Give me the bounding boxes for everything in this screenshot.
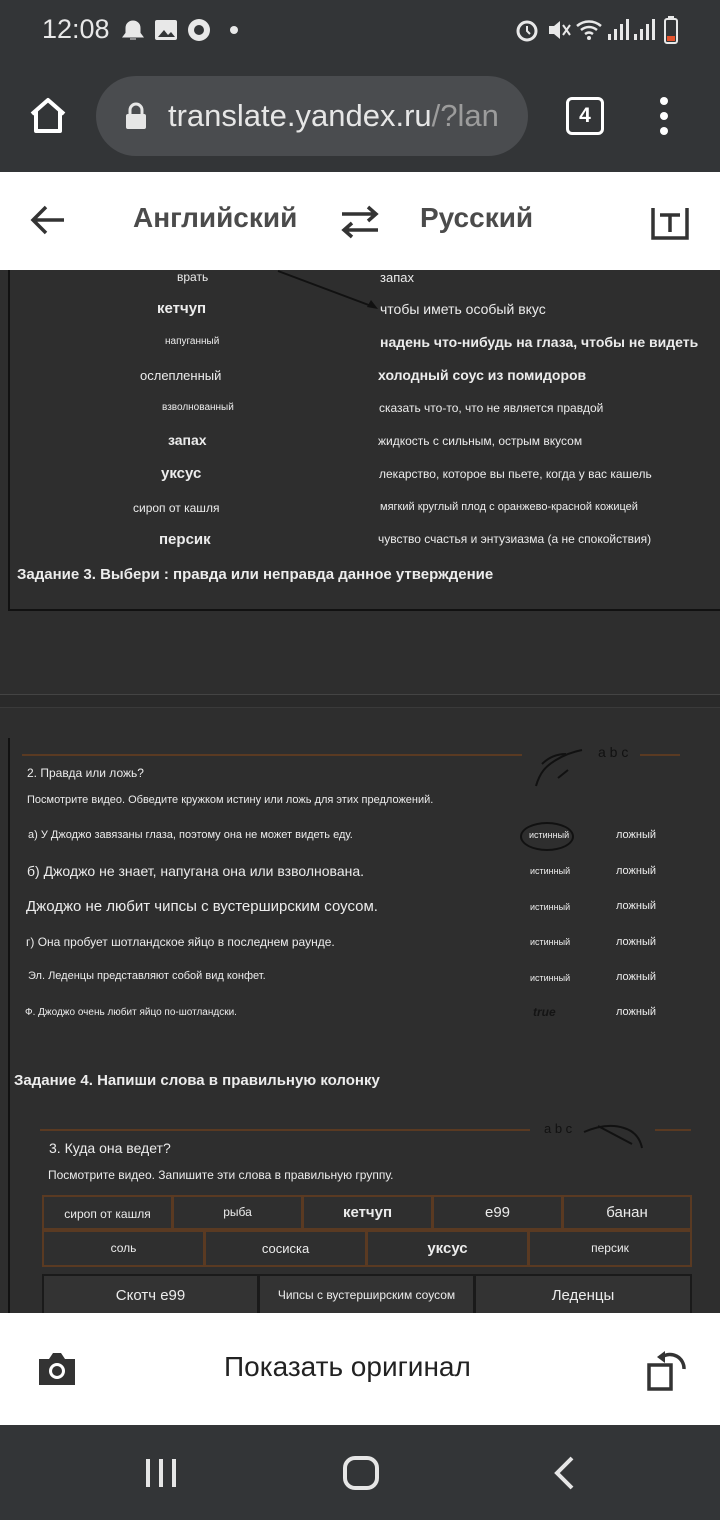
task4-rule [40, 1129, 530, 1131]
word-2: рыба [172, 1195, 303, 1230]
abc-label: a b c [598, 744, 629, 760]
url-text [168, 98, 518, 134]
tf-row-5-false: ложный [616, 971, 657, 983]
match-left-4: ослепленный [140, 368, 222, 383]
bottom-action-bar [0, 1313, 720, 1425]
battery-icon [664, 16, 678, 44]
task4-abc-label: a b c [544, 1121, 573, 1136]
alarm-notification-icon [120, 18, 146, 44]
tf-row-4-true: истинный [530, 937, 571, 947]
address-bar[interactable] [96, 76, 528, 156]
translated-document [0, 270, 720, 1313]
worksheet-frame-1 [8, 270, 720, 611]
rotate-icon[interactable] [646, 1347, 690, 1393]
task4-heading: Задание 4. Напиши слова в правильную колонку [14, 1072, 380, 1089]
section-rule-short [640, 754, 680, 756]
match-left-3: напуганный [165, 336, 220, 347]
match-right-2: чтобы иметь особый вкус [380, 301, 546, 317]
translate-bar [0, 172, 720, 271]
text-mode-icon[interactable] [650, 206, 690, 240]
word-3: кетчуп [302, 1195, 433, 1230]
match-left-6: запах [168, 432, 207, 448]
match-right-1: запах [380, 270, 414, 285]
column-3: Леденцы [474, 1274, 692, 1313]
browser-toolbar [0, 60, 720, 172]
home-icon[interactable] [28, 96, 68, 134]
lock-icon [124, 101, 148, 131]
match-right-4: холодный соус из помидоров [378, 367, 587, 383]
match-left-8: сироп от кашля [133, 501, 220, 515]
match-left-9: персик [159, 531, 211, 548]
chrome-notification-icon [187, 18, 211, 42]
word-4: e99 [432, 1195, 563, 1230]
alarm-icon [514, 17, 540, 43]
match-right-9: чувство счастья и энтузиазма (а не спокойствия) [378, 532, 652, 546]
swap-languages-icon[interactable] [338, 204, 382, 240]
task4-title: 3. Куда она ведет? [49, 1140, 171, 1156]
true-false-title: 2. Правда или ложь? [27, 766, 144, 780]
page-divider [0, 694, 720, 708]
tf-row-1-false: ложный [616, 829, 657, 841]
column-2: Чипсы с вустерширским соусом [258, 1274, 475, 1313]
wifi-icon [575, 18, 603, 42]
image-notification-icon [154, 18, 178, 42]
match-right-3: надень что-нибудь на глаза, чтобы не видеть [380, 334, 699, 350]
tf-row-4-false: ложный [616, 936, 657, 948]
match-right-7: лекарство, которое вы пьете, когда у вас кашель [379, 467, 652, 481]
back-nav-icon[interactable] [552, 1455, 576, 1491]
home-nav-icon[interactable] [342, 1455, 380, 1491]
task3-heading: Задание 3. Выбери : правда или неправда данное утверждение [17, 566, 494, 583]
tf-row-5-text: Эл. Леденцы представляют собой вид конфет. [28, 970, 266, 982]
word-5: банан [562, 1195, 692, 1230]
task4-rule-short [655, 1129, 691, 1131]
match-left-1: врать [177, 270, 209, 284]
tf-row-2-false: ложный [616, 865, 657, 877]
task4-instruction: Посмотрите видео. Запишите эти слова в правильную группу. [48, 1168, 394, 1182]
tf-row-6-false: ложный [616, 1006, 657, 1018]
source-language-button[interactable]: Английский [133, 202, 298, 233]
recent-apps-icon[interactable] [144, 1457, 178, 1489]
tf-row-6-text: Ф. Джоджо очень любит яйцо по-шотландски. [25, 1007, 237, 1018]
more-notifications-dot [230, 26, 238, 34]
word-6: соль [42, 1230, 205, 1267]
url-host: translate.yandex.ru [168, 98, 432, 133]
signal-2-icon [632, 18, 656, 42]
match-right-5: сказать что-то, что не является правдой [379, 401, 604, 415]
more-menu-icon[interactable] [654, 96, 674, 136]
match-left-7: уксус [161, 465, 202, 482]
match-left-5: взволнованный [162, 402, 234, 413]
match-right-8: мягкий круглый плод с оранжево-красной кожицей [380, 501, 638, 513]
status-bar [0, 0, 720, 60]
tf-row-6-true: true [533, 1005, 556, 1019]
back-arrow-icon[interactable] [30, 204, 66, 236]
url-path: /?lan [431, 98, 499, 133]
camera-icon[interactable] [36, 1351, 78, 1387]
tf-row-1-text: а) У Джоджо завязаны глаза, поэтому она не может видеть еду. [28, 829, 353, 841]
tf-row-5-true: истинный [530, 973, 571, 983]
show-original-button[interactable]: Показать оригинал [224, 1351, 471, 1382]
system-navigation-bar [0, 1425, 720, 1520]
tf-row-2-text: б) Джоджо не знает, напугана она или взволнована. [27, 863, 365, 879]
true-false-instruction: Посмотрите видео. Обведите кружком истину или ложь для этих предложений. [27, 794, 434, 806]
word-8: уксус [366, 1230, 529, 1267]
tf-row-2-true: истинный [530, 866, 571, 876]
mute-icon [546, 17, 572, 43]
tf-row-3-text: Джоджо не любит чипсы с вустерширским соусом. [26, 898, 378, 915]
target-language-button[interactable]: Русский [420, 202, 534, 233]
status-time: 12:08 [42, 14, 110, 44]
tab-switcher-button[interactable]: 4 [566, 97, 604, 135]
word-9: персик [528, 1230, 692, 1267]
match-left-2: кетчуп [157, 300, 207, 317]
match-right-6: жидкость с сильным, острым вкусом [378, 434, 583, 448]
tf-row-3-true: истинный [530, 902, 571, 912]
task4-writing-hand-icon [578, 1112, 648, 1162]
word-7: сосиска [204, 1230, 367, 1267]
column-1: Скотч e99 [42, 1274, 259, 1313]
tf-row-1-true: истинный [529, 830, 570, 840]
signal-icon [606, 18, 630, 42]
tf-row-4-text: г) Она пробует шотландское яйцо в последнем раунде. [26, 935, 335, 949]
section-rule [22, 754, 522, 756]
tf-row-3-false: ложный [616, 900, 657, 912]
matching-arrow [270, 270, 390, 315]
writing-hand-icon [528, 734, 598, 794]
word-1: сироп от кашля [42, 1195, 173, 1230]
